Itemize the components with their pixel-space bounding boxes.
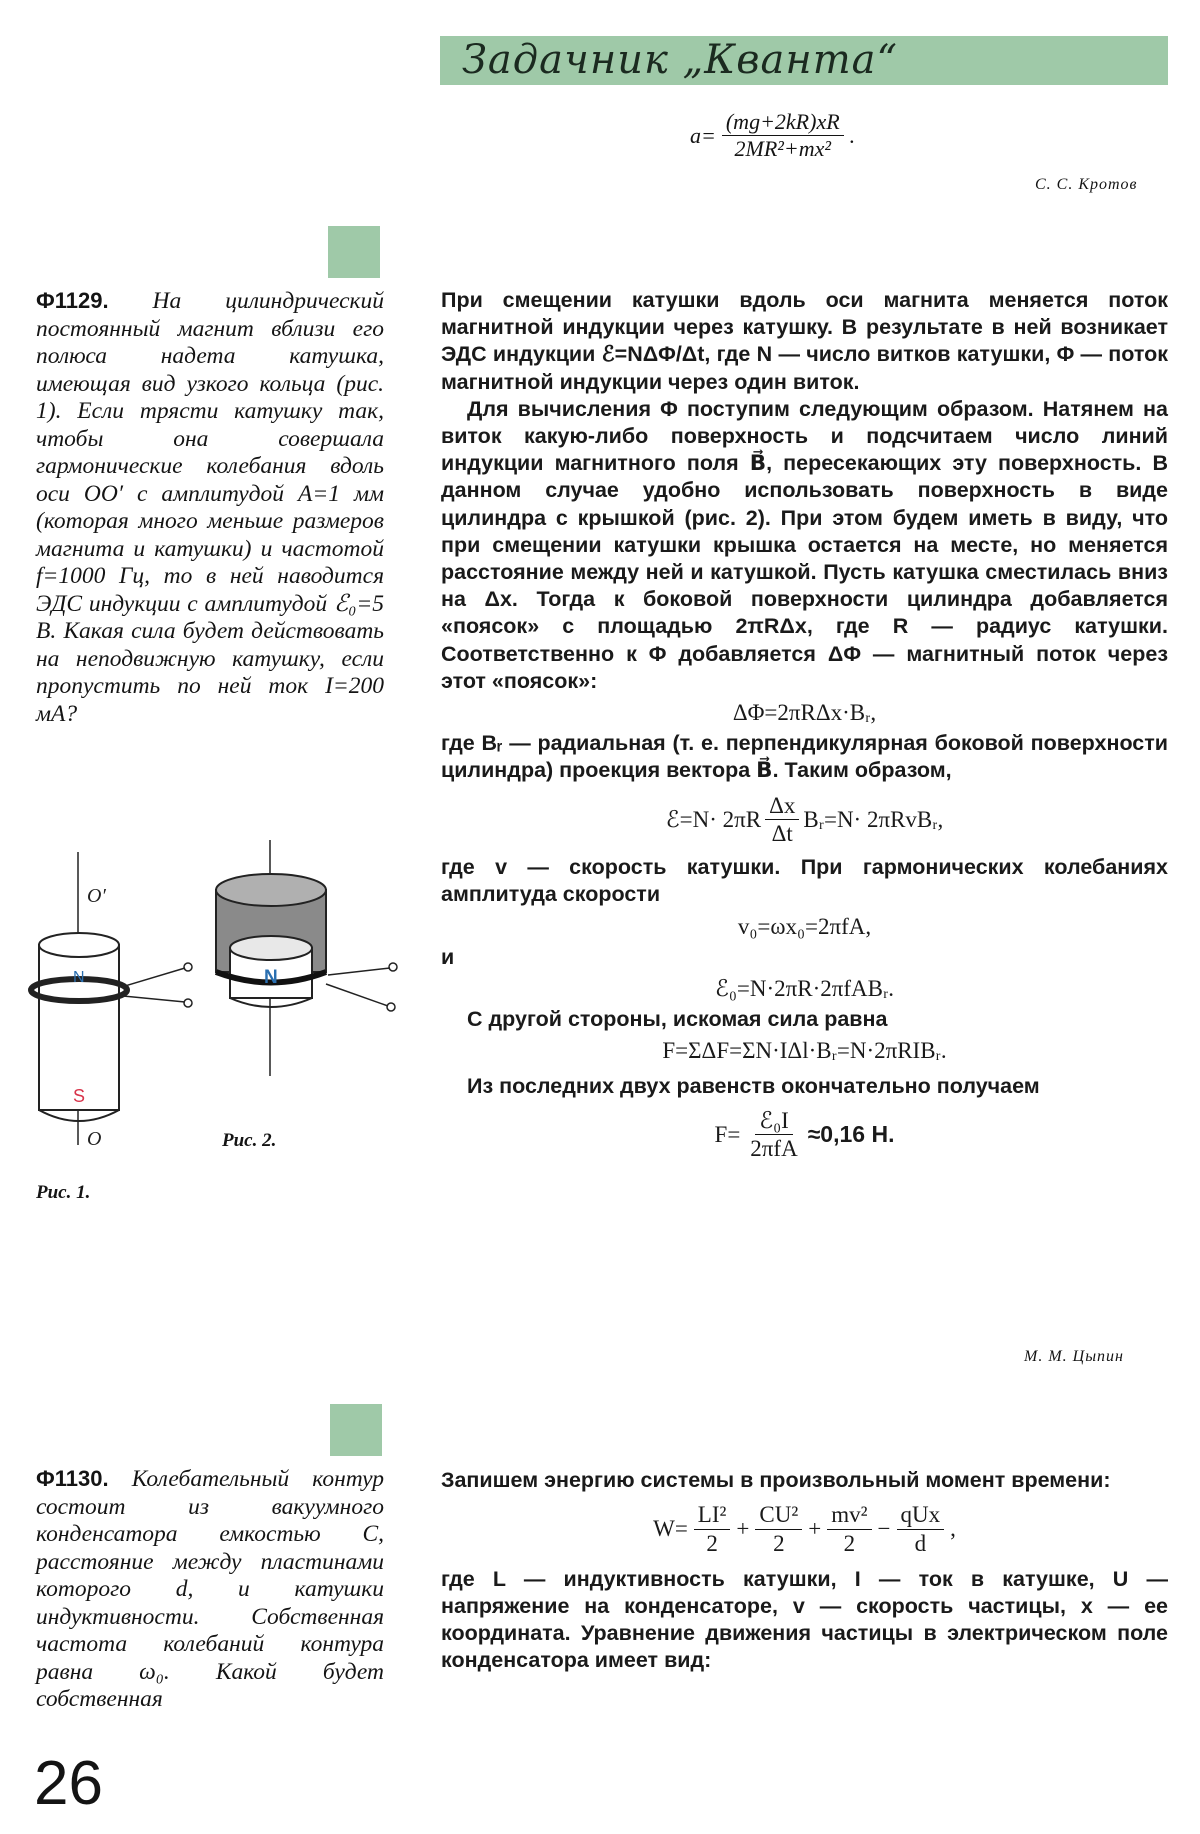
equation-emf-den: Δt <box>771 820 793 846</box>
problem-marker-1130 <box>330 1404 382 1456</box>
solution-1129-p4: где v — скорость катушки. При гармонических колебаниях амплитуда скорости <box>441 855 1168 907</box>
magnet-bottom-2 <box>230 998 312 1007</box>
energy-term-2 <box>755 1502 802 1556</box>
solution-1129-p5: С другой стороны, искомая сила равна <box>467 1007 888 1032</box>
magnet-top-2 <box>230 936 312 960</box>
equation-answer-den: 2πfA <box>750 1136 798 1162</box>
problem-text-1129: На цилиндрический постоянный магнит вблизи его полюса надета катушка, имеющая вид узкого кольца (рис. 1). Если трясти катушку так, чтобы она совершала гармонические колебания вдоль оси OO′ с амплитудой A=1 мм (которая много меньше размеров магнита и катушки) и частотой f=1000 Гц, то в ней наводится ЭДС индукции с амплитудой ℰ₀=5 В. Какая сила будет действовать на неподвижную катушку, если пропустить по ней ток I=200 мА? <box>36 288 384 727</box>
prev-author: С. С. Кротов <box>1035 176 1138 193</box>
equation-energy <box>441 1502 1168 1556</box>
equation-emf <box>441 793 1168 847</box>
pole-s-label: S <box>73 1086 86 1106</box>
equation-emf-num: Δx <box>765 793 799 820</box>
term-1-den: 2 <box>706 1530 718 1556</box>
solution-1130 <box>441 1467 1168 1675</box>
header-title: Задачник „Кванта“ <box>462 37 898 83</box>
equation-emf-left: ℰ=N· 2πR <box>665 806 762 832</box>
equation-answer-fraction <box>746 1108 801 1162</box>
solution-1129 <box>441 287 1168 1169</box>
term-3-num: mv² <box>827 1502 871 1529</box>
problem-1130 <box>36 1465 384 1714</box>
plus-sign-1: + <box>736 1516 750 1542</box>
prev-formula-end: . <box>849 122 856 148</box>
equation-answer-right: ≈0,16 Н. <box>807 1121 895 1148</box>
equation-energy-comma: , <box>950 1516 956 1542</box>
equation-emf-fraction <box>765 793 799 847</box>
solution-1129-p1: При смещении катушки вдоль оси магнита меняется поток магнитной индукции через катушку. В результате в ней возникает ЭДС индукции ℰ=NΔΦ/Δt, где N — число витков катушки, Φ — поток магнитной индукции через один виток. <box>441 288 1168 394</box>
equation-velocity: v₀=ωx₀=2πfA, <box>737 913 872 939</box>
figure-2 <box>200 838 405 1078</box>
figure-2-caption: Рис. 2. <box>222 1130 277 1151</box>
term-2-num: CU² <box>755 1502 802 1529</box>
magnet-top <box>39 933 119 957</box>
label-o-prime: O′ <box>87 885 106 907</box>
lead-wire-4 <box>326 984 388 1006</box>
minus-sign: − <box>877 1516 891 1542</box>
term-4-num: qUx <box>897 1502 945 1529</box>
magnet-bottom <box>39 1110 119 1121</box>
label-o: O <box>87 1128 102 1150</box>
equation-emf-right: Bᵣ=N· 2πRvBᵣ, <box>803 806 944 832</box>
term-1-num: LI² <box>694 1502 731 1529</box>
solution-1129-p2: Для вычисления Φ поступим следующим образом. Натянем на виток какую-либо поверхность и подсчитаем число линий индукции магнитного поля B⃗, пересекающих эту поверхность. В данном случае удобно использовать поверхность в виде цилиндра с крышкой (рис. 2). При этом будем иметь в виду, что при смещении катушки крышка остается на месте, но меняется расстояние между ней и катушкой. Пусть катушка сместилась вниз на Δx. Тогда к боковой поверхности цилиндра добавляется «поясок» с площадью 2πRΔx, где R — радиус катушки. Соответственно к Φ добавляется ΔΦ — магнитный поток через этот «поясок»: <box>441 396 1168 693</box>
solution-1129-p6: Из последних двух равенств окончательно получаем <box>467 1073 1040 1098</box>
problem-number-1129: Ф1129. <box>36 288 109 313</box>
solution-1130-p1: Запишем энергию системы в произвольный момент времени: <box>441 1468 1111 1492</box>
problem-1129 <box>36 287 384 728</box>
equation-emf-amplitude: ℰ₀=N·2πR·2πfABᵣ. <box>714 976 895 1002</box>
problem-number-1130: Ф1130. <box>36 1466 109 1491</box>
terminal-1 <box>184 963 192 971</box>
prev-formula-den: 2MR²+mx² <box>734 136 831 162</box>
problem-marker-1129 <box>328 226 380 278</box>
term-4-den: d <box>914 1530 927 1556</box>
pole-n-label: N <box>73 969 85 986</box>
solution-1129-and: и <box>441 944 455 969</box>
energy-term-3 <box>827 1502 871 1556</box>
equation-dphi: ΔΦ=2πRΔx·Bᵣ, <box>732 700 877 726</box>
term-2-den: 2 <box>773 1530 785 1556</box>
prev-formula-fraction <box>722 110 844 161</box>
prev-formula-lhs: a= <box>690 122 716 148</box>
terminal-3 <box>389 963 397 971</box>
lead-wire-1 <box>125 968 185 986</box>
terminal-4 <box>387 1003 395 1011</box>
lead-wire-2 <box>123 996 185 1002</box>
author-1129: М. М. Цыпин <box>1024 1348 1124 1365</box>
problem-text-1130: Колебательный контур состоит из вакуумного конденсатора емкостью C, расстояние между пластинами которого d, и катушки индуктивности. Собственная частота колебаний контура равна ω₀. Какой будет собственная <box>36 1466 384 1712</box>
energy-term-4 <box>897 1502 945 1556</box>
equation-energy-lhs: W= <box>653 1516 688 1542</box>
plus-sign-2: + <box>808 1516 822 1542</box>
figure-1-caption: Рис. 1. <box>36 1182 91 1203</box>
pole-n-label-2: N <box>264 967 278 988</box>
terminal-2 <box>184 999 192 1007</box>
prev-formula <box>690 110 855 161</box>
term-3-den: 2 <box>843 1530 856 1556</box>
equation-force: F=ΣΔF=ΣN·IΔl·Bᵣ=N·2πRIBᵣ. <box>662 1038 947 1064</box>
energy-term-1 <box>694 1502 731 1556</box>
lead-wire-3 <box>328 968 390 975</box>
equation-answer-num: ℰ₀I <box>755 1108 793 1135</box>
cylinder-lid <box>216 874 326 906</box>
page-number: 26 <box>34 1749 103 1818</box>
equation-answer <box>441 1108 1168 1162</box>
prev-formula-num: (mg+2kR)xR <box>722 110 844 136</box>
solution-1129-p3: где Bᵣ — радиальная (т. е. перпендикулярная боковой поверхности цилиндра) проекция вектора B⃗. Таким образом, <box>441 731 1168 783</box>
equation-answer-left: F= <box>714 1122 741 1148</box>
header-banner <box>440 36 1168 85</box>
solution-1130-p2: где L — индуктивность катушки, I — ток в катушке, U — напряжение на конденсаторе, v — скорость частицы, x — ее координата. Уравнение движения частицы в электрическом поле конденсатора имеет вид: <box>441 1566 1168 1673</box>
